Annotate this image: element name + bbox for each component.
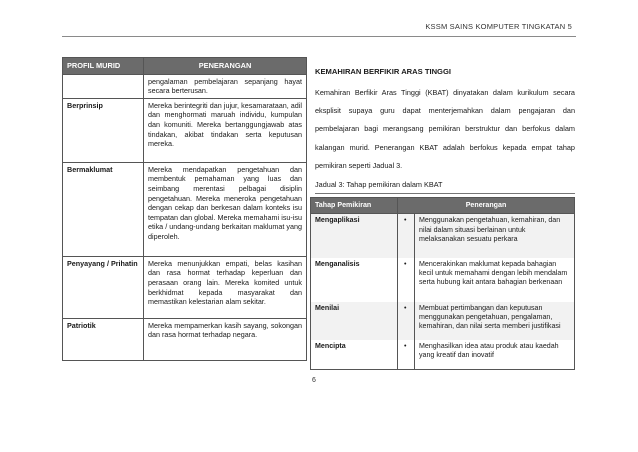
table-row xyxy=(311,258,575,302)
header-cell-penerangan: PENERANGAN xyxy=(144,58,307,75)
header-title: KSSM SAINS KOMPUTER TINGKATAN 5 xyxy=(425,22,572,31)
row-key: Menganalisis xyxy=(311,258,398,302)
row-key xyxy=(63,74,144,98)
header-cell-tahap: Tahap Pemikiran xyxy=(311,198,398,214)
table-row xyxy=(311,340,575,370)
table-row xyxy=(63,256,307,318)
page-number: 6 xyxy=(312,377,316,384)
table-row xyxy=(311,302,575,340)
section-paragraph: Kemahiran Berfikir Aras Tinggi (KBAT) dinyatakan dalam kurikulum secara eksplisit supaya guru dapat menterjemahkan dalam pengajaran dan pembelajaran bagi merangsang pemikiran berstruktur dan berfokus dalam kalangan murid. Penerangan KBAT adalah berfokus kepada empat tahap pemikiran seperti Jadual 3. xyxy=(315,88,575,170)
row-key: Mengaplikasi xyxy=(311,214,398,258)
table-header-row xyxy=(63,58,307,75)
row-key: Penyayang / Prihatin xyxy=(63,256,144,318)
row-key: Berprinsip xyxy=(63,98,144,162)
row-text: Mereka mempamerkan kasih sayang, sokongan dan rasa hormat terhadap negara. xyxy=(144,318,307,360)
header-cell-penerangan: Penerangan xyxy=(398,198,575,214)
kbat-table xyxy=(310,197,575,370)
profil-murid-table xyxy=(62,57,307,361)
table-caption: Jadual 3: Tahap pemikiran dalam KBAT xyxy=(315,180,443,189)
row-key: Menilai xyxy=(311,302,398,340)
table-row xyxy=(311,214,575,258)
header-divider xyxy=(62,36,576,37)
row-text: pengalaman pembelajaran sepanjang hayat secara berterusan. xyxy=(144,74,307,98)
table-row xyxy=(63,74,307,98)
section-title: KEMAHIRAN BERFIKIR ARAS TINGGI xyxy=(315,67,451,76)
row-text: Mereka menunjukkan empati, belas kasihan dan rasa hormat terhadap keperluan dan perasaan orang lain. Mereka komited untuk berkhidmat kepada masyarakat dan memastikan kelestarian alam sekitar. xyxy=(144,256,307,318)
page-header xyxy=(0,0,638,48)
header-cell-profil: PROFIL MURID xyxy=(63,58,144,75)
row-text: Mereka mendapatkan pengetahuan dan membentuk pemahaman yang luas dan seimbang merentasi pelbagai disiplin pengetahuan. Mereka meneroka pengetahuan dengan cekap dan berkesan dalam konteks isu tempatan dan global. Mereka memahami isu-isu etika / undang-undang berkaitan maklumat yang diperoleh. xyxy=(144,162,307,256)
table-row xyxy=(63,162,307,256)
table-row xyxy=(63,318,307,360)
row-text: Menggunakan pengetahuan, kemahiran, dan nilai dalam situasi berlainan untuk melaksanakan sesuatu perkara xyxy=(415,214,575,258)
bullet-icon: • xyxy=(398,340,415,370)
caption-divider xyxy=(315,193,575,194)
bullet-icon: • xyxy=(398,302,415,340)
table-row xyxy=(63,98,307,162)
row-key: Bermaklumat xyxy=(63,162,144,256)
table-header-row xyxy=(311,198,575,214)
bullet-icon: • xyxy=(398,214,415,258)
row-text: Menghasilkan idea atau produk atau kaedah yang kreatif dan inovatif xyxy=(415,340,575,370)
bullet-icon: • xyxy=(398,258,415,302)
row-text: Mereka berintegriti dan jujur, kesamarataan, adil dan menghormati maruah individu, kumpulan dan komuniti. Mereka bertanggungjawab atas tindakan, akibat tindakan serta keputusan mereka. xyxy=(144,98,307,162)
row-text: Membuat pertimbangan dan keputusan menggunakan pengetahuan, pengalaman, kemahiran, dan nilai serta memberi justifikasi xyxy=(415,302,575,340)
row-text: Mencerakinkan maklumat kepada bahagian kecil untuk memahami dengan lebih mendalam serta hubung kait antara bahagian berkenaan xyxy=(415,258,575,302)
row-key: Patriotik xyxy=(63,318,144,360)
row-key: Mencipta xyxy=(311,340,398,370)
